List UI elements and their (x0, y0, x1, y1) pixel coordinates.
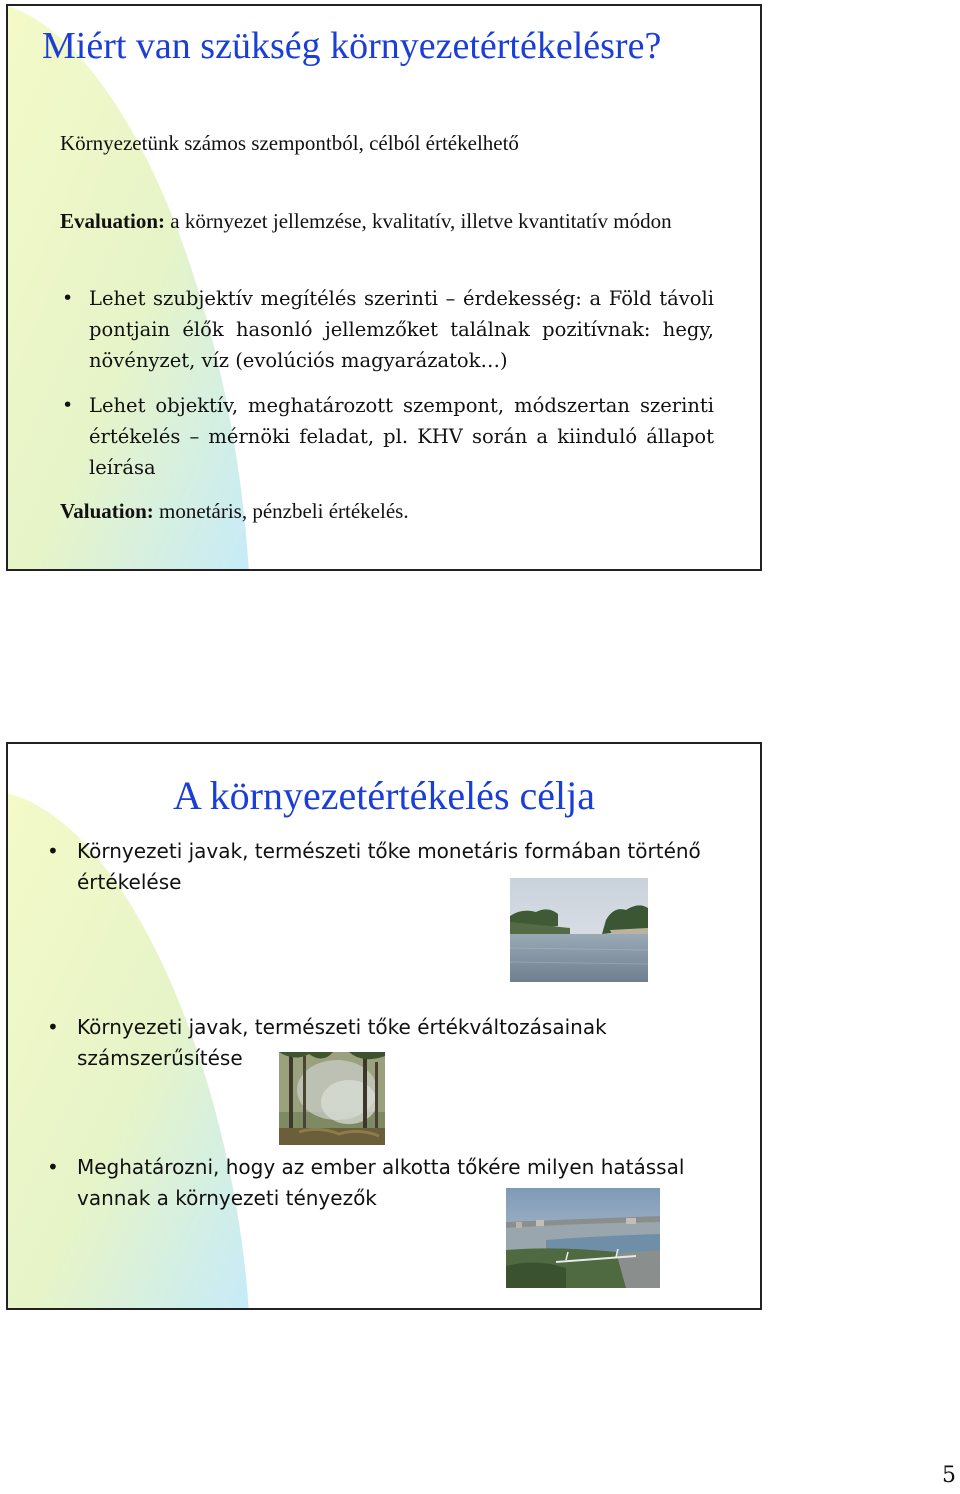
bullet-text: Lehet objektív, meghatározott szempont, módszertan szerinti értékelés – mérnöki feladat, pl. KHV során a kiinduló állapot leírása (89, 394, 714, 479)
valuation-text: monetáris, pénzbeli értékelés. (153, 499, 409, 523)
bullet-dot: • (62, 394, 74, 416)
bullet-dot: • (47, 1015, 59, 1039)
valuation-definition (60, 496, 714, 527)
page-number: 5 (942, 1463, 956, 1488)
slide-title: A környezetértékelés célja (173, 773, 595, 818)
list-item-text: Környezeti javak, természeti tőke monetáris formában történő értékelése (77, 839, 701, 894)
slide-2 (6, 742, 762, 1310)
intro-text: Környezetünk számos szempontból, célból értékelhető (60, 131, 519, 155)
forest-fire-photo (279, 1052, 385, 1145)
slide-1 (6, 4, 762, 571)
valuation-term: Valuation: (60, 499, 154, 523)
bullet-text: Lehet szubjektív megítélés szerinti – érdekesség: a Föld távoli pontjain élők hasonló jellemzőket találnak pozitívnak: hegy, növényzet, víz (evolúciós magyarázatok…) (89, 287, 714, 372)
bullet-dot: • (62, 287, 74, 309)
list-item-text: Meghatározni, hogy az ember alkotta tőkére milyen hatással vannak a környezeti tényezők (77, 1155, 685, 1210)
bullet-item (60, 390, 714, 483)
bullet-dot: • (47, 1155, 59, 1179)
bullet-dot: • (47, 839, 59, 863)
city-river-photo (506, 1188, 660, 1288)
evaluation-definition (60, 206, 714, 237)
evaluation-term: Evaluation: (60, 209, 166, 233)
slide-title: Miért van szükség környezetértékelésre? (42, 25, 662, 67)
list-item-text: Környezeti javak, természeti tőke értékváltozásainak számszerűsítése (77, 1015, 607, 1070)
evaluation-text: a környezet jellemzése, kvalitatív, illetve kvantitatív módon (165, 209, 672, 233)
bullet-item (60, 283, 714, 376)
river-photo (510, 878, 648, 982)
